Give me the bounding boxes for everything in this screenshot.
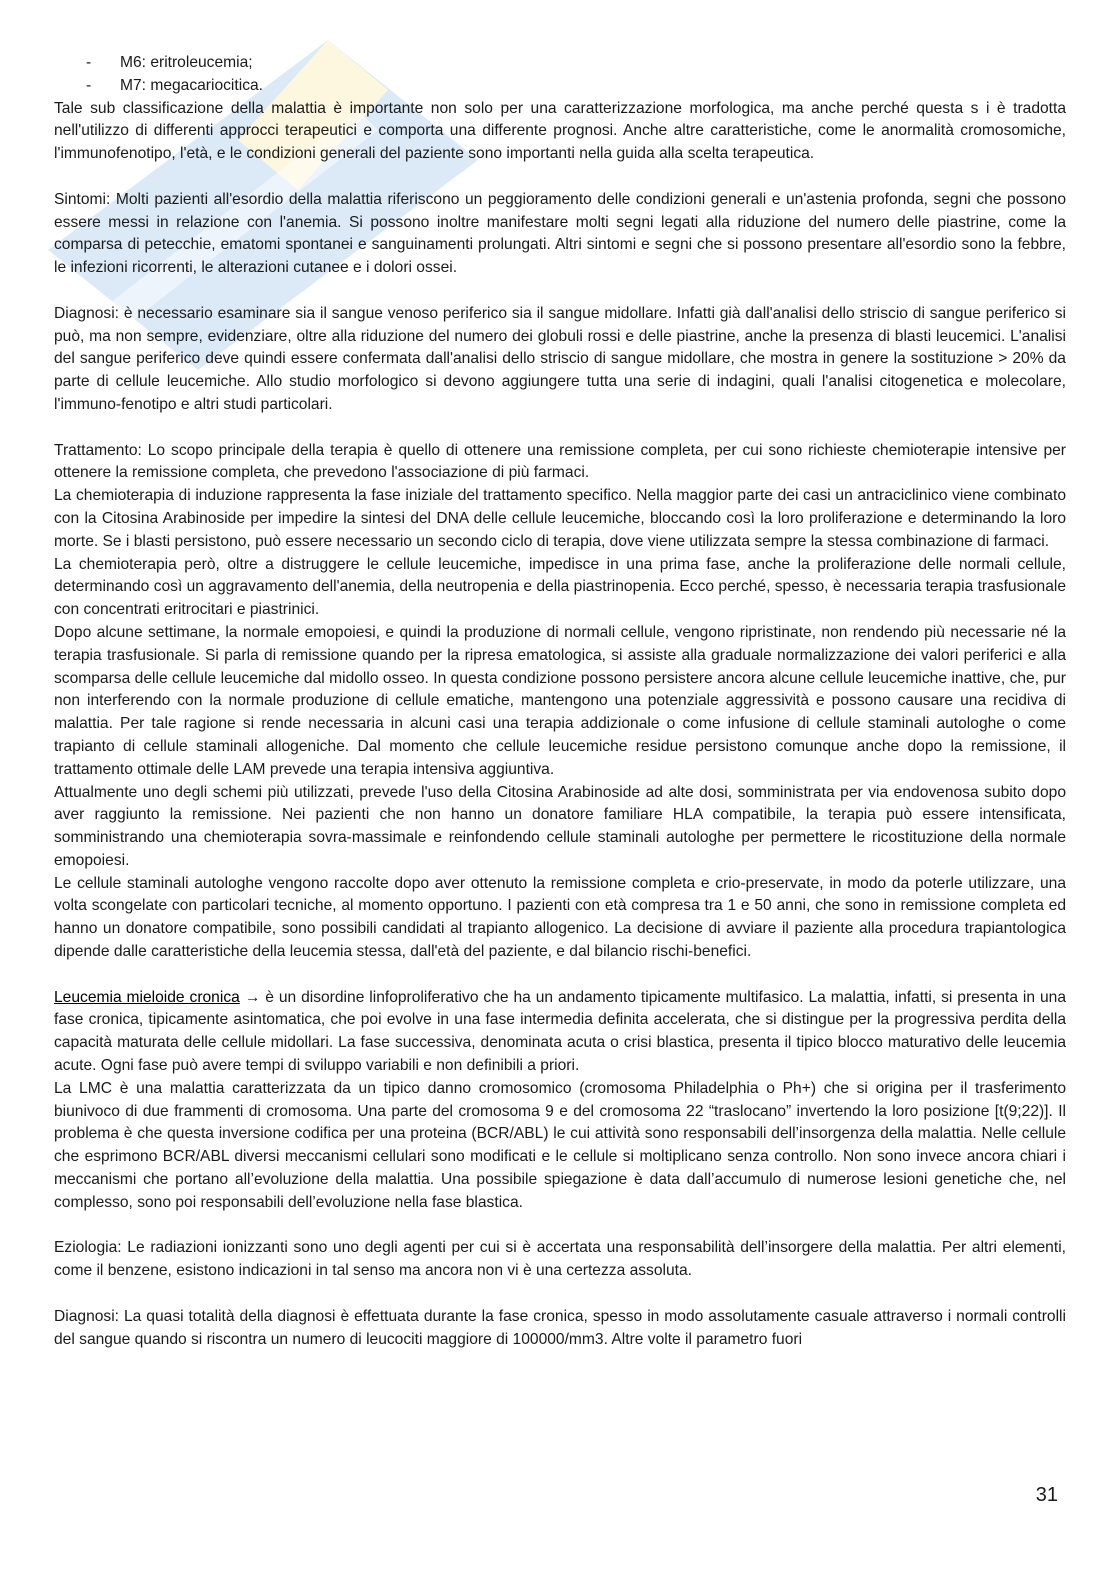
- list-item: [54, 75, 1066, 98]
- paragraph-trattamento: Trattamento: Lo scopo principale della terapia è quello di ottenere una remissione completa, per cui sono richieste chemioterapie intensive per ottenere la remissione completa, che prevedono l'associazione di più farmaci.: [54, 441, 1066, 482]
- paragraph-chemioterapia-induzione: La chemioterapia di induzione rappresenta la fase iniziale del trattamento specifico. Nella maggior parte dei casi un antraciclinico viene combinato con la Citosina Arabinoside per impedire la sintesi del DNA delle cellule leucemiche, bloccando così la loro proliferazione e determinando la loro morte. Se i blasti persistono, può essere necessario un secondo ciclo di terapia, dove viene utilizzata sempre la stessa combinazione di farmaci.: [54, 487, 1066, 550]
- paragraph-staminali: Le cellule staminali autologhe vengono raccolte dopo aver ottenuto la remissione completa e crio-preservate, in modo da poterle utilizzare, una volta scongelate con particolari tecniche, al momento opportuno. I pazienti con età compresa tra 1 e 50 anni, che sono in remissione completa ed hanno un donatore compatibile, sono possibili candidati al trapianto allogenico. La decisione di avviare il paziente alla procedura trapiantologica dipende dalle caratteristiche della leucemia stessa, dall'età del paziente, e dal bilancio rischi-benefici.: [54, 874, 1066, 961]
- lmc-intro-text: è un disordine linfoproliferativo che ha un andamento tipicamente multifasico. La malattia, infatti, si presenta in una fase cronica, tipicamente asintomatica, che poi evolve in una fase intermedia definita accelerata, che si distingue per la progressiva perdita della capacità maturata delle cellule midollari. La fase successiva, denominata acuta o crisi blastica, presenta il tipico blocco maturativo delle leucemia acute. Ogni fase può avere tempi di sviluppo variabili e non definibili a priori.: [54, 988, 1066, 1075]
- paragraph-remissione: Dopo alcune settimane, la normale emopoiesi, e quindi la produzione di normali cellule, vengono ripristinate, non rendendo più necessarie né la terapia trasfusionale. Si parla di remissione quando per la ripresa ematologica, si assiste alla graduale normalizzazione dei valori periferici e alla scomparsa delle cellule leucemiche dal midollo osseo. In questa condizione possono persistere ancora alcune cellule leucemiche inattive, che, pur non interferendo con la normale produzione di cellule ematiche, mantengono una potenziale aggressività e possono causare una recidiva di malattia. Per tale ragione si rende necessaria in alcuni casi una terapia addizionale o come infusione di cellule staminali autologhe o come trapianto di cellule staminali allogeniche. Dal momento che cellule leucemiche residue persistono comunque anche dopo la remissione, il trattamento ottimale delle LAM prevede una terapia intensiva aggiuntiva.: [54, 623, 1066, 778]
- paragraph-chemioterapia-effetti: La chemioterapia però, oltre a distruggere le cellule leucemiche, impedisce in una prima fase, anche la proliferazione delle normali cellule, determinando così un aggravamento dell'anemia, della neutropenia e della piastrinopenia. Ecco perché, spesso, è necessaria terapia trasfusionale con concentrati eritrocitari e piastrinici.: [54, 555, 1067, 619]
- arrow-icon: →: [244, 988, 261, 1006]
- paragraph-diagnosi: Diagnosi: è necessario esaminare sia il sangue venoso periferico sia il sangue midollare. Infatti già dall'analisi dello striscio di sangue periferico si può, ma non sempre, evidenziare, oltre alla riduzione del numero dei globuli rossi e delle piastrine, anche la presenza di blasti leucemici. L'analisi del sangue periferico deve quindi essere confermata dall'analisi dello striscio di sangue midollare, che mostra in genere la sostituzione > 20% da parte di cellule leucemiche. Allo studio morfologico si devono aggiungere tutta una serie di indagini, quali l'analisi citogenetica e molecolare, l'immuno-fenotipo e altri studi particolari.: [54, 304, 1066, 413]
- section-title-lmc: Leucemia mieloide cronica: [54, 988, 240, 1006]
- paragraph-eziologia: Eziologia: Le radiazioni ionizzanti sono uno degli agenti per cui si è accertata una responsabilità dell’insorgere della malattia. Per altri elementi, come il benzene, esistono indicazioni in tal senso ma ancora non vi è una certezza assoluta.: [54, 1239, 1066, 1280]
- paragraph-diagnosi-lmc: Diagnosi: La quasi totalità della diagnosi è effettuata durante la fase cronica, spesso in modo assolutamente casuale attraverso i normali controlli del sangue quando si riscontra un numero di leucociti maggiore di 100000/mm3. Altre volte il parametro fuori: [54, 1307, 1066, 1348]
- document-page: [54, 52, 1066, 1351]
- page-number: 31: [1035, 1484, 1058, 1506]
- list-bullet: -: [86, 54, 92, 71]
- list-item-text: M7: megacariocitica.: [120, 76, 263, 94]
- list-bullet: -: [86, 76, 92, 94]
- paragraph-sintomi: Sintomi: Molti pazienti all'esordio della malattia riferiscono un peggioramento delle condizioni generali e un'astenia profonda, segni che possono essere messi in relazione con l'anemia. Si possono inoltre manifestare molti segni legati alla riduzione del numero delle piastrine, come la comparsa di petecchie, ematomi spontanei e sanguinamenti prolungati. Altri sintomi e segni che si possono presentare all'esordio sono la febbre, le infezioni ricorrenti, le alterazioni cutanee e i dolori ossei.: [54, 190, 1066, 277]
- list-item: [54, 52, 1066, 75]
- paragraph-classification: Tale sub classificazione della malattia è importante non solo per una caratterizzazione morfologica, ma anche perché questa s i è tradotta nell'utilizzo di differenti approcci terapeutici e comporta una differente prognosi. Anche altre caratteristiche, come le anormalità cromosomiche, l'immunofenotipo, l'età, e le condizioni generali del paziente sono importanti nella guida alla scelta terapeutica.: [54, 99, 1066, 163]
- paragraph-schemi: Attualmente uno degli schemi più utilizzati, prevede l'uso della Citosina Arabinoside ad alte dosi, somministrata per via endovenosa subito dopo aver raggiunto la remissione. Nei pazienti che non hanno un donatore familiare HLA compatibile, la terapia può essere intensificata, somministrando una chemioterapia sovra-massimale e reinfondendo cellule staminali autologhe per permettere le ricostituzione della normale emopoiesi.: [54, 783, 1066, 869]
- list-item-text: M6: eritroleucemia;: [120, 54, 253, 71]
- paragraph-lmc-cromosoma: La LMC è una malattia caratterizzata da un tipico danno cromosomico (cromosoma Philadelphia o Ph+) che si origina per il trasferimento biunivoco di due frammenti di cromosoma. Una parte del cromosoma 9 e del cromosoma 22 “traslocano” invertendo la loro posizione [t(9;22)]. Il problema è che questa inversione codifica per una proteina (BCR/ABL) le cui attività sono responsabili dell’insorgenza della malattia. Nelle cellule che esprimono BCR/ABL diversi meccanismi cellulari sono modificati e le cellule si moltiplicano senza controllo. Non sono invece ancora chiari i meccanismi che portano all’evoluzione della malattia. Una possibile spiegazione è data dall’accumulo di numerose lesioni genetiche che, nel complesso, sono poi responsabili dell’evoluzione nella fase blastica.: [54, 1079, 1066, 1211]
- paragraph-lmc-intro: [54, 987, 1066, 1078]
